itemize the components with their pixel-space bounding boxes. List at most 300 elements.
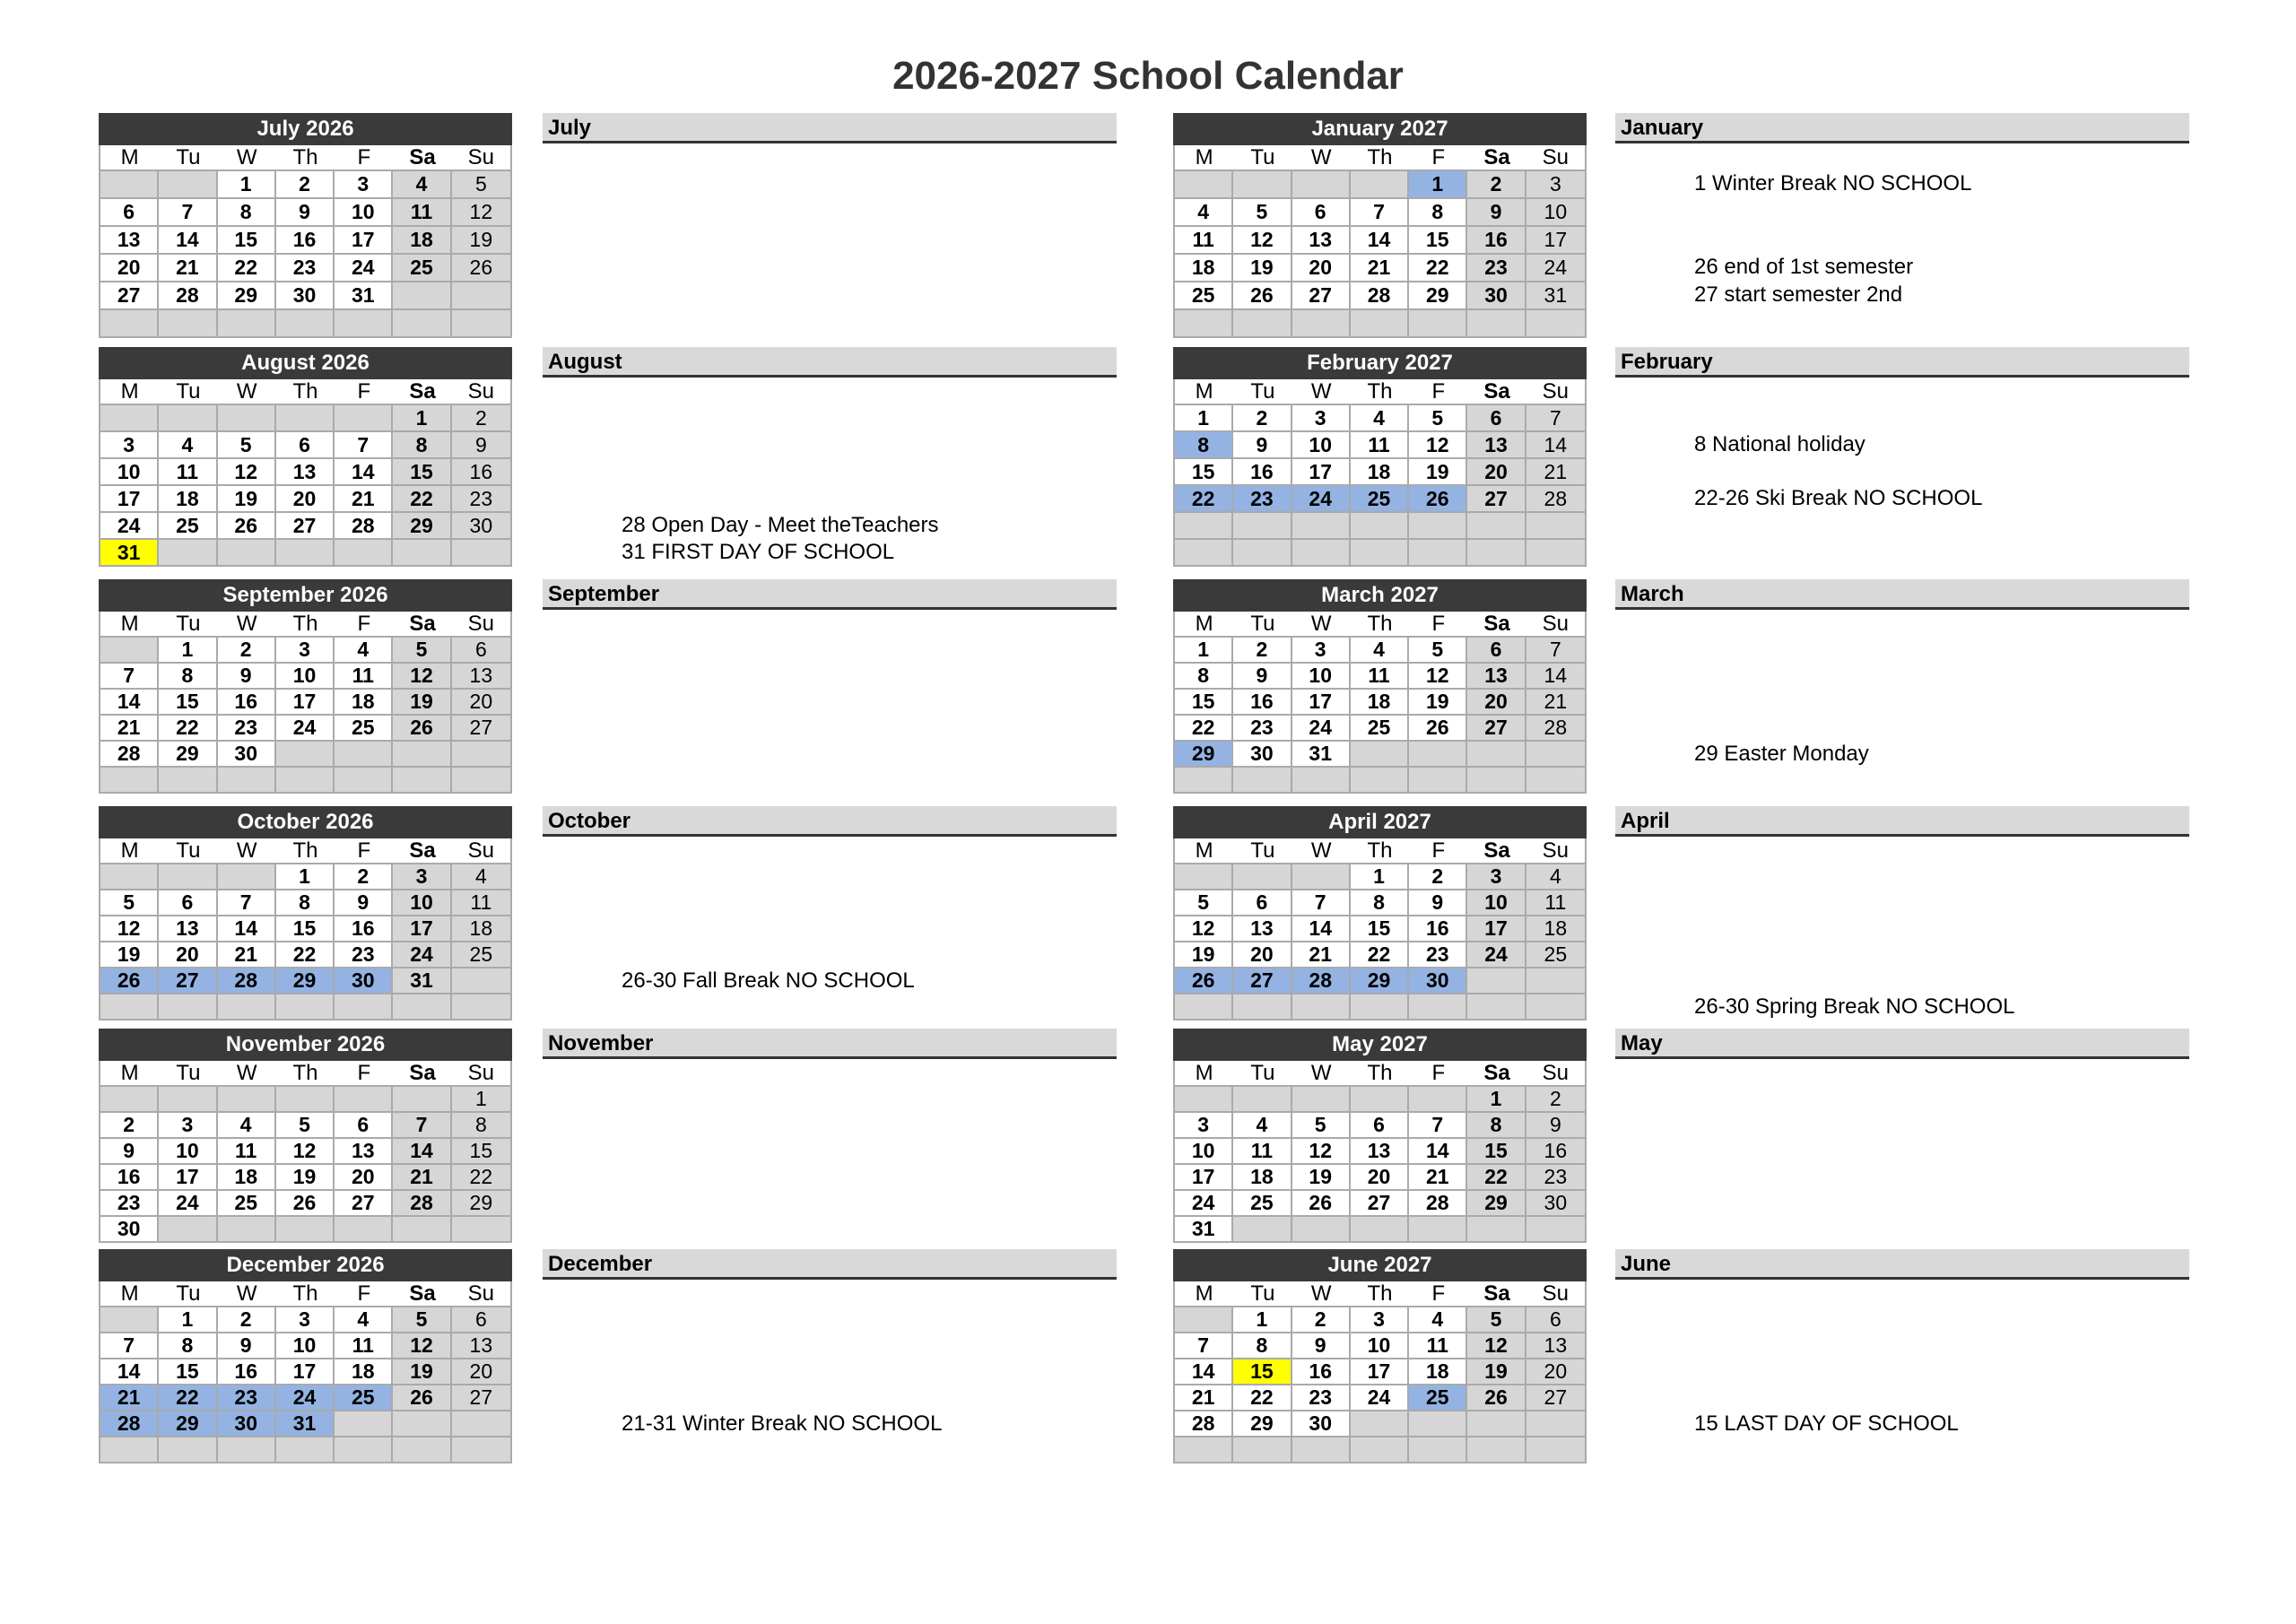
day-cell: 21 [100,1384,159,1410]
empty-day-cell [452,766,510,792]
day-cell: 31 [1175,1215,1233,1241]
day-cell: 20 [335,1163,393,1189]
empty-day-cell [1467,511,1526,538]
weekday-label: M [100,612,159,636]
day-cell: 8 [1175,662,1233,688]
day-cell: 18 [159,484,217,511]
day-cell: 27 [452,1384,510,1410]
empty-day-cell [276,993,335,1019]
month-calendar-february-2027 [1173,347,1587,567]
empty-day-cell [100,863,159,889]
day-cell: 14 [100,1358,159,1384]
month-calendar-march-2027 [1173,579,1587,794]
day-cell: 5 [1467,1306,1526,1332]
day-cell: 23 [452,484,510,511]
notes-section-january-2027 [1615,113,2189,336]
notes-heading: December [543,1249,1117,1280]
empty-day-cell [159,993,217,1019]
calendar-note: 26 end of 1st semester [1694,255,1914,279]
weekday-label: W [1292,1061,1351,1085]
day-cell: 18 [1233,1163,1292,1189]
day-cell: 25 [218,1189,276,1215]
day-cell: 16 [1233,457,1292,484]
day-cell: 14 [218,915,276,941]
day-cell: 24 [1175,1189,1233,1215]
day-cell: 4 [1351,404,1409,430]
day-cell: 28 [100,1410,159,1436]
day-cell: 7 [1175,1332,1233,1358]
weekday-label: Su [1526,612,1585,636]
weekday-label: Th [1351,612,1409,636]
day-cell: 13 [1292,225,1351,253]
weekday-label: Sa [1467,838,1526,863]
empty-day-cell [1351,308,1409,336]
day-cell: 23 [218,714,276,740]
empty-day-cell [1409,740,1467,766]
day-cell: 16 [452,457,510,484]
day-cell: 30 [1409,967,1467,993]
day-cell: 30 [276,281,335,308]
empty-day-cell [393,1215,451,1241]
empty-day-cell [1467,1410,1526,1436]
notes-heading: May [1615,1029,2189,1059]
notes-heading: March [1615,579,2189,610]
empty-day-cell [393,1085,451,1111]
day-cell: 8 [1175,430,1233,457]
day-cell: 3 [393,863,451,889]
empty-day-cell [276,740,335,766]
empty-day-cell [1467,1436,1526,1462]
empty-day-cell [393,1410,451,1436]
day-cell: 8 [393,430,451,457]
day-cell: 3 [1292,636,1351,662]
calendar-note: 15 LAST DAY OF SCHOOL [1694,1411,1959,1436]
day-cell: 24 [276,1384,335,1410]
empty-day-cell [100,404,159,430]
day-cell: 17 [1351,1358,1409,1384]
day-cell: 1 [159,1306,217,1332]
day-cell: 4 [218,1111,276,1137]
day-cell: 10 [1467,889,1526,915]
day-cell: 5 [393,636,451,662]
day-cell: 18 [1526,915,1585,941]
weekday-label: W [1292,145,1351,169]
day-cell: 13 [1467,430,1526,457]
month-title: September 2026 [99,579,512,612]
day-cell: 7 [100,662,159,688]
day-cell: 15 [1175,457,1233,484]
month-title: October 2026 [99,806,512,838]
day-cell: 9 [276,197,335,225]
day-cell: 1 [452,1085,510,1111]
empty-day-cell [100,1306,159,1332]
month-calendar-june-2027 [1173,1249,1587,1463]
empty-day-cell [1526,766,1585,792]
notes-section-june-2027 [1615,1249,2189,1462]
day-cell: 19 [393,1358,451,1384]
empty-day-cell [159,169,217,197]
month-calendar-november-2026 [99,1029,512,1243]
empty-day-cell [100,1085,159,1111]
day-cell: 13 [1233,915,1292,941]
month-calendar-april-2027 [1173,806,1587,1020]
day-cell: 22 [159,1384,217,1410]
weekday-label: Th [276,1281,335,1306]
empty-day-cell [335,1215,393,1241]
day-cell: 24 [100,511,159,538]
weekday-label: F [335,838,393,863]
notes-section-november-2026 [543,1029,1117,1241]
day-cell: 6 [100,197,159,225]
empty-day-cell [1351,169,1409,197]
day-cell: 24 [1526,253,1585,281]
day-cell: 8 [1409,197,1467,225]
day-cell: 23 [1467,253,1526,281]
weekday-label: F [335,145,393,169]
day-cell: 20 [452,688,510,714]
weekday-label: Tu [1233,145,1292,169]
weekday-label: Tu [1233,612,1292,636]
day-cell: 13 [335,1137,393,1163]
day-cell: 10 [1351,1332,1409,1358]
day-cell: 17 [1292,688,1351,714]
empty-day-cell [393,538,451,565]
day-cell: 29 [159,1410,217,1436]
empty-day-cell [159,766,217,792]
weekday-label: W [1292,612,1351,636]
day-cell: 25 [1526,941,1585,967]
empty-day-cell [1409,1410,1467,1436]
empty-day-cell [276,1215,335,1241]
day-cell: 11 [1351,662,1409,688]
day-cell: 25 [335,714,393,740]
day-cell: 12 [393,662,451,688]
day-cell: 16 [335,915,393,941]
notes-heading: January [1615,113,2189,143]
weekday-label: Sa [393,1061,451,1085]
empty-day-cell [1351,740,1409,766]
day-cell: 16 [1467,225,1526,253]
weekday-label: Th [276,1061,335,1085]
day-cell: 25 [1233,1189,1292,1215]
weekday-label: Sa [393,838,451,863]
day-cell: 30 [100,1215,159,1241]
day-cell: 22 [1409,253,1467,281]
weekday-label: Tu [159,612,217,636]
empty-day-cell [1292,993,1351,1019]
notes-section-october-2026 [543,806,1117,1019]
weekday-label: Sa [393,379,451,404]
empty-day-cell [1409,511,1467,538]
notes-heading: October [543,806,1117,837]
day-cell: 13 [1526,1332,1585,1358]
month-title: June 2027 [1173,1249,1587,1281]
day-cell: 7 [159,197,217,225]
day-cell: 12 [1467,1332,1526,1358]
day-cell: 17 [1175,1163,1233,1189]
day-cell: 28 [1526,484,1585,511]
day-cell: 27 [100,281,159,308]
day-cell: 15 [1175,688,1233,714]
weekday-label: Sa [1467,612,1526,636]
empty-day-cell [276,308,335,336]
day-cell: 3 [1351,1306,1409,1332]
day-cell: 21 [1351,253,1409,281]
day-cell: 18 [1351,688,1409,714]
weekday-label: F [1409,1061,1467,1085]
day-grid [99,838,512,1020]
empty-day-cell [1409,993,1467,1019]
month-title: August 2026 [99,347,512,379]
empty-day-cell [335,740,393,766]
weekday-label: Th [1351,379,1409,404]
empty-day-cell [452,281,510,308]
day-cell: 9 [100,1137,159,1163]
day-cell: 14 [393,1137,451,1163]
day-cell: 23 [335,941,393,967]
empty-day-cell [1292,1215,1351,1241]
day-cell: 31 [393,967,451,993]
day-cell: 24 [276,714,335,740]
month-title: November 2026 [99,1029,512,1061]
day-cell: 31 [1526,281,1585,308]
weekday-label: Tu [159,145,217,169]
empty-day-cell [1526,1410,1585,1436]
empty-day-cell [276,1085,335,1111]
day-cell: 18 [335,1358,393,1384]
day-cell: 29 [218,281,276,308]
empty-day-cell [276,766,335,792]
day-cell: 5 [100,889,159,915]
empty-day-cell [159,538,217,565]
day-cell: 28 [393,1189,451,1215]
notes-section-august-2026 [543,347,1117,565]
empty-day-cell [1467,967,1526,993]
weekday-label: F [1409,612,1467,636]
day-cell: 12 [1233,225,1292,253]
empty-day-cell [335,308,393,336]
day-cell: 26 [1175,967,1233,993]
day-cell: 28 [1409,1189,1467,1215]
weekday-label: M [100,1061,159,1085]
day-cell: 18 [1409,1358,1467,1384]
day-cell: 26 [1467,1384,1526,1410]
day-cell: 14 [1526,430,1585,457]
empty-day-cell [1467,1215,1526,1241]
day-cell: 1 [159,636,217,662]
day-cell: 31 [276,1410,335,1436]
day-cell: 29 [1351,967,1409,993]
day-cell: 8 [452,1111,510,1137]
empty-day-cell [1526,993,1585,1019]
weekday-label: F [1409,145,1467,169]
day-cell: 21 [1526,457,1585,484]
empty-day-cell [393,740,451,766]
day-cell: 14 [1175,1358,1233,1384]
empty-day-cell [1292,511,1351,538]
empty-day-cell [452,538,510,565]
day-cell: 28 [100,740,159,766]
empty-day-cell [1233,169,1292,197]
day-cell: 22 [393,484,451,511]
day-grid [99,612,512,794]
day-cell: 10 [1292,430,1351,457]
empty-day-cell [1409,538,1467,565]
empty-day-cell [393,766,451,792]
day-cell: 28 [1175,1410,1233,1436]
day-grid [99,1281,512,1463]
weekday-label: F [335,1061,393,1085]
day-cell: 1 [276,863,335,889]
empty-day-cell [1467,538,1526,565]
day-cell: 5 [393,1306,451,1332]
day-cell: 12 [1409,430,1467,457]
day-cell: 7 [335,430,393,457]
day-cell: 4 [1351,636,1409,662]
day-cell: 11 [393,197,451,225]
day-cell: 26 [1409,484,1467,511]
day-cell: 4 [159,430,217,457]
day-cell: 19 [1409,688,1467,714]
day-grid [1173,612,1587,794]
weekday-label: Th [1351,1281,1409,1306]
weekday-label: Su [1526,1061,1585,1085]
day-cell: 12 [100,915,159,941]
day-cell: 12 [276,1137,335,1163]
day-cell: 15 [452,1137,510,1163]
empty-day-cell [1175,308,1233,336]
day-cell: 4 [1526,863,1585,889]
day-cell: 26 [452,253,510,281]
day-cell: 28 [335,511,393,538]
notes-heading: September [543,579,1117,610]
day-cell: 7 [1409,1111,1467,1137]
day-cell: 2 [1409,863,1467,889]
empty-day-cell [1292,538,1351,565]
empty-day-cell [1467,308,1526,336]
weekday-label: Su [1526,145,1585,169]
day-cell: 10 [335,197,393,225]
day-cell: 25 [1351,484,1409,511]
day-cell: 27 [335,1189,393,1215]
empty-day-cell [393,281,451,308]
empty-day-cell [1351,766,1409,792]
weekday-label: F [1409,1281,1467,1306]
day-cell: 10 [100,457,159,484]
weekday-label: W [218,612,276,636]
day-cell: 2 [1233,636,1292,662]
day-cell: 16 [218,688,276,714]
calendar-note: 26-30 Fall Break NO SCHOOL [622,968,915,993]
day-cell: 15 [1233,1358,1292,1384]
day-cell: 28 [159,281,217,308]
day-cell: 3 [1292,404,1351,430]
empty-day-cell [100,169,159,197]
day-cell: 29 [1467,1189,1526,1215]
day-cell: 9 [452,430,510,457]
day-cell: 19 [452,225,510,253]
day-cell: 23 [1292,1384,1351,1410]
weekday-label: Th [1351,1061,1409,1085]
day-cell: 22 [1175,714,1233,740]
day-grid [99,145,512,338]
empty-day-cell [452,1215,510,1241]
day-cell: 8 [218,197,276,225]
empty-day-cell [1409,766,1467,792]
empty-day-cell [393,308,451,336]
day-cell: 16 [1409,915,1467,941]
empty-day-cell [159,1085,217,1111]
empty-day-cell [1175,538,1233,565]
day-cell: 5 [218,430,276,457]
day-cell: 26 [393,714,451,740]
month-calendar-july-2026 [99,113,512,338]
empty-day-cell [1233,993,1292,1019]
day-cell: 1 [1233,1306,1292,1332]
empty-day-cell [1351,538,1409,565]
day-cell: 7 [218,889,276,915]
empty-day-cell [1526,1215,1585,1241]
day-cell: 22 [159,714,217,740]
day-cell: 7 [1292,889,1351,915]
notes-section-july-2026 [543,113,1117,336]
day-cell: 4 [393,169,451,197]
day-cell: 27 [276,511,335,538]
day-cell: 30 [1467,281,1526,308]
day-cell: 25 [393,253,451,281]
empty-day-cell [218,538,276,565]
day-cell: 12 [1292,1137,1351,1163]
empty-day-cell [452,308,510,336]
day-cell: 25 [159,511,217,538]
day-cell: 28 [1351,281,1409,308]
calendar-note: 26-30 Spring Break NO SCHOOL [1694,994,2015,1019]
day-cell: 7 [100,1332,159,1358]
empty-day-cell [159,863,217,889]
weekday-label: M [100,379,159,404]
weekday-label: Th [276,838,335,863]
weekday-label: Tu [1233,379,1292,404]
empty-day-cell [1467,993,1526,1019]
empty-day-cell [452,1436,510,1462]
day-cell: 26 [218,511,276,538]
day-cell: 27 [1467,484,1526,511]
notes-heading: August [543,347,1117,378]
weekday-label: Tu [159,1061,217,1085]
day-cell: 5 [276,1111,335,1137]
day-cell: 17 [335,225,393,253]
empty-day-cell [1233,863,1292,889]
day-cell: 14 [1409,1137,1467,1163]
day-cell: 28 [218,967,276,993]
empty-day-cell [1233,1436,1292,1462]
day-cell: 4 [1175,197,1233,225]
day-grid [1173,1061,1587,1243]
day-grid [1173,1281,1587,1463]
empty-day-cell [218,1085,276,1111]
day-cell: 19 [1467,1358,1526,1384]
month-title: February 2027 [1173,347,1587,379]
weekday-label: Tu [1233,838,1292,863]
day-cell: 16 [100,1163,159,1189]
day-cell: 20 [1233,941,1292,967]
day-cell: 6 [452,636,510,662]
day-cell: 1 [218,169,276,197]
weekday-label: F [335,612,393,636]
day-cell: 22 [276,941,335,967]
empty-day-cell [1233,1085,1292,1111]
weekday-label: W [218,145,276,169]
